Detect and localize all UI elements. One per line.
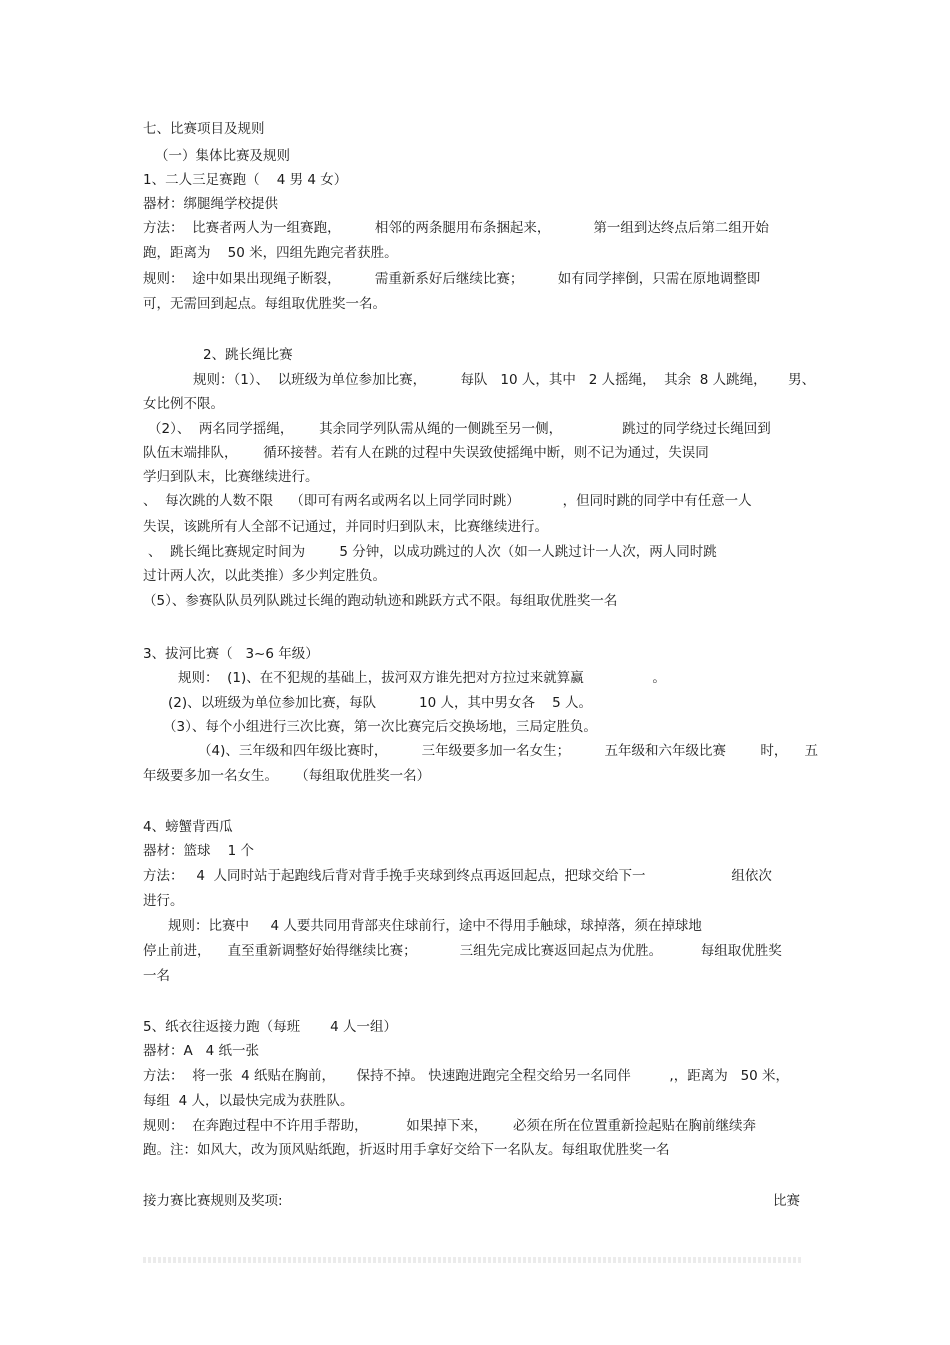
event-4-title: 4、螃蟹背西瓜 xyxy=(143,819,233,835)
event-5-rules: 规则： 在奔跑过程中不许用手帮助， 如果掉下来， 必须在所在位置重新捡起贴在胸前继续奔 xyxy=(143,1118,756,1134)
relay-heading-right: 比赛 xyxy=(773,1193,800,1209)
event-4-equipment: 器材：篮球 1 个 xyxy=(143,843,255,859)
event-2-rule-2-cont: 队伍末端排队， 循环接替。若有人在跳的过程中失误致使摇绳中断，则不记为通过，失误同 xyxy=(143,445,709,461)
event-2-rule-4-cont: 过计两人次，以此类推）多少判定胜负。 xyxy=(143,568,386,584)
event-3-rule-4-cont: 年级要多加一名女生。 （每组取优胜奖一名） xyxy=(143,768,431,784)
event-2-rule-2: （2）、 两名同学摇绳， 其余同学列队需从绳的一侧跳至另一侧， 跳过的同学绕过长绳回到 xyxy=(148,421,771,437)
event-2-rule-3: 、 每次跳的人数不限 （即可有两名或两名以上同学同时跳） ，但同时跳的同学中有任意一人 xyxy=(143,493,752,509)
subsection-heading: （一）集体比赛及规则 xyxy=(155,148,290,164)
event-1-equipment: 器材：绑腿绳学校提供 xyxy=(143,196,278,212)
event-1-method: 方法： 比赛者两人为一组赛跑， 相邻的两条腿用布条捆起来， 第一组到达终点后第二组开始 xyxy=(143,220,769,236)
event-5-method-cont: 每组 4 人，以最快完成为获胜队。 xyxy=(143,1093,354,1109)
event-3-rule-1: 规则： (1)、在不犯规的基础上，拔河双方谁先把对方拉过来就算赢 。 xyxy=(178,670,666,686)
event-2-rule-4: 、 跳长绳比赛规定时间为 5 分钟，以成功跳过的人次（如一人跳过计一人次，两人同时跳 xyxy=(148,544,717,560)
event-2-rule-1-cont: 女比例不限。 xyxy=(143,396,224,412)
footer-watermark-strip xyxy=(143,1257,803,1263)
event-2-rule-2-cont2: 学归到队末，比赛继续进行。 xyxy=(143,469,319,485)
event-4-rules-cont: 停止前进， 直至重新调整好始得继续比赛； 三组先完成比赛返回起点为优胜。 每组取优胜奖 xyxy=(143,943,782,959)
event-1-title: 1、二人三足赛跑（ 4 男 4 女） xyxy=(143,172,348,188)
event-3-rule-4: （4)、三年级和四年级比赛时， 三年级要多加一名女生； 五年级和六年级比赛 时， 五 xyxy=(198,743,819,759)
event-2-rule-3-cont: 失误，该跳所有人全部不记通过，并同时归到队末，比赛继续进行。 xyxy=(143,519,548,535)
event-3-rule-2: (2)、以班级为单位参加比赛，每队 10 人，其中男女各 5 人。 xyxy=(168,695,593,711)
event-2-title: 2、跳长绳比赛 xyxy=(203,347,293,363)
event-3-rule-3: （3）、每个小组进行三次比赛，第一次比赛完后交换场地，三局定胜负。 xyxy=(163,719,597,735)
relay-heading: 接力赛比赛规则及奖项: xyxy=(143,1193,283,1209)
event-1-rules: 规则： 途中如果出现绳子断裂， 需重新系好后继续比赛； 如有同学摔倒，只需在原地调整即 xyxy=(143,271,761,287)
event-5-rules-cont: 跑。注：如风大，改为顶风贴纸跑，折返时用手拿好交给下一名队友。每组取优胜奖一名 xyxy=(143,1142,670,1158)
event-3-title: 3、拔河比赛（ 3~6 年级） xyxy=(143,646,319,662)
event-5-equipment: 器材：A 4 纸一张 xyxy=(143,1043,259,1059)
section-heading: 七、比赛项目及规则 xyxy=(143,121,265,137)
event-2-rule-5: （5）、参赛队队员列队跳过长绳的跑动轨迹和跳跃方式不限。每组取优胜奖一名 xyxy=(143,593,618,609)
event-4-method-cont: 进行。 xyxy=(143,893,184,909)
event-4-method: 方法： 4 人同时站于起跑线后背对背手挽手夹球到终点再返回起点，把球交给下一 组依次 xyxy=(143,868,772,884)
event-4-rules: 规则：比赛中 4 人要共同用背部夹住球前行，途中不得用手触球，球掉落，须在掉球地 xyxy=(168,918,702,934)
event-4-rules-cont2: 一名 xyxy=(143,968,170,984)
event-1-rules-cont: 可，无需回到起点。每组取优胜奖一名。 xyxy=(143,296,386,312)
event-5-method: 方法： 将一张 4 纸贴在胸前， 保持不掉。 快速跑进跑完全程交给另一名同伴 ,，距离为 50 米， xyxy=(143,1068,790,1084)
event-5-title: 5、纸衣往返接力跑（每班 4 人一组） xyxy=(143,1019,398,1035)
event-2-rule-1: 规则：（1）、 以班级为单位参加比赛， 每队 10 人，其中 2 人摇绳， 其余 8 人跳绳， 男、 xyxy=(193,372,816,388)
event-1-method-cont: 跑，距离为 50 米，四组先跑完者获胜。 xyxy=(143,245,398,261)
